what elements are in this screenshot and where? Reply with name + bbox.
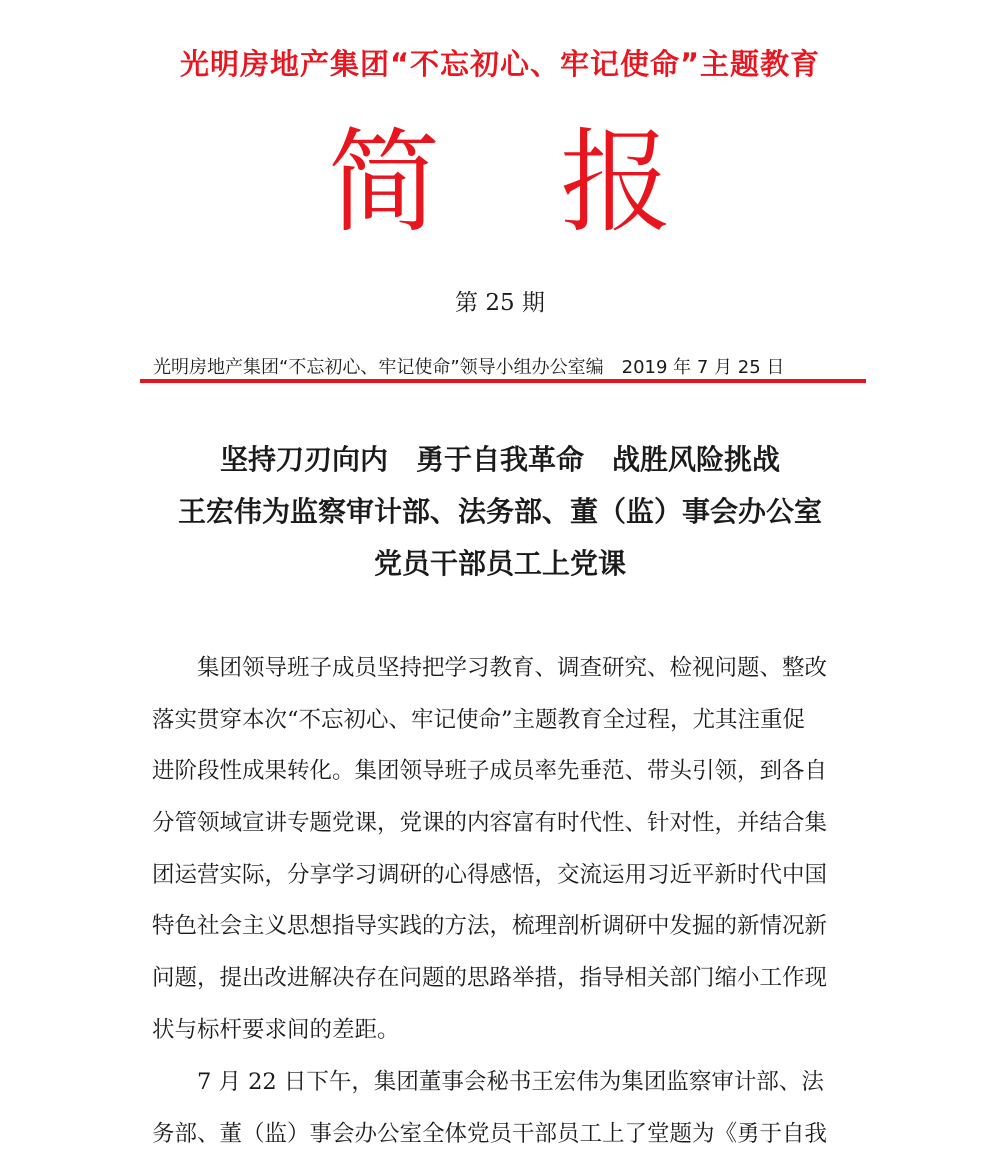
masthead-char-bao: 报 xyxy=(560,118,672,248)
paragraph-line: 集团领导班子成员坚持把学习教育、调查研究、检视问题、整改 xyxy=(152,655,828,681)
paragraph-line: 7 月 22 日下午，集团董事会秘书王宏伟为集团监察审计部、法 xyxy=(152,1069,824,1095)
masthead-char-jian: 简 xyxy=(328,118,440,248)
issue-number: 第 25 期 xyxy=(455,290,545,316)
paragraph-line: 问题，提出改进解决存在问题的思路举措，指导相关部门缩小工作现 xyxy=(152,965,828,992)
paragraph-1 xyxy=(152,643,852,1057)
headline-line-3: 党员干部员工上党课 xyxy=(373,547,626,580)
paragraph-2 xyxy=(152,1057,852,1160)
paragraph-line: 团运营实际，分享学习调研的心得感悟，交流运用习近平新时代中国 xyxy=(152,861,828,888)
editor-line xyxy=(153,353,853,379)
red-divider xyxy=(140,379,866,383)
publish-date: 2019 年 7 月 25 日 xyxy=(621,357,785,378)
headline-line-2: 王宏伟为监察审计部、法务部、董（监）事会办公室 xyxy=(177,495,822,528)
editor-office: 光明房地产集团“不忘初心、牢记使命”领导小组办公室编 xyxy=(153,357,604,378)
paragraph-line: 状与标杆要求间的差距。 xyxy=(152,1016,400,1043)
headline-line-1: 坚持刀刃向内 勇于自我革命 战胜风险挑战 xyxy=(219,443,780,476)
paragraph-line: 分管领域宣讲专题党课，党课的内容富有时代性、针对性，并结合集 xyxy=(152,810,828,837)
paragraph-line: 进阶段性成果转化。集团领导班子成员率先垂范、带头引领，到各自 xyxy=(152,758,828,785)
paragraph-line: 特色社会主义思想指导实践的方法，梳理剖析调研中发掘的新情况新 xyxy=(152,913,828,940)
paragraph-line: 务部、董（监）事会办公室全体党员干部员工上了堂题为《勇于自我 xyxy=(152,1120,828,1147)
masthead-title xyxy=(0,118,1000,248)
paragraph-line: 落实贯穿本次“不忘初心、牢记使命”主题教育全过程，尤其注重促 xyxy=(152,706,806,733)
org-title: 光明房地产集团“不忘初心、牢记使命”主题教育 xyxy=(179,47,821,81)
